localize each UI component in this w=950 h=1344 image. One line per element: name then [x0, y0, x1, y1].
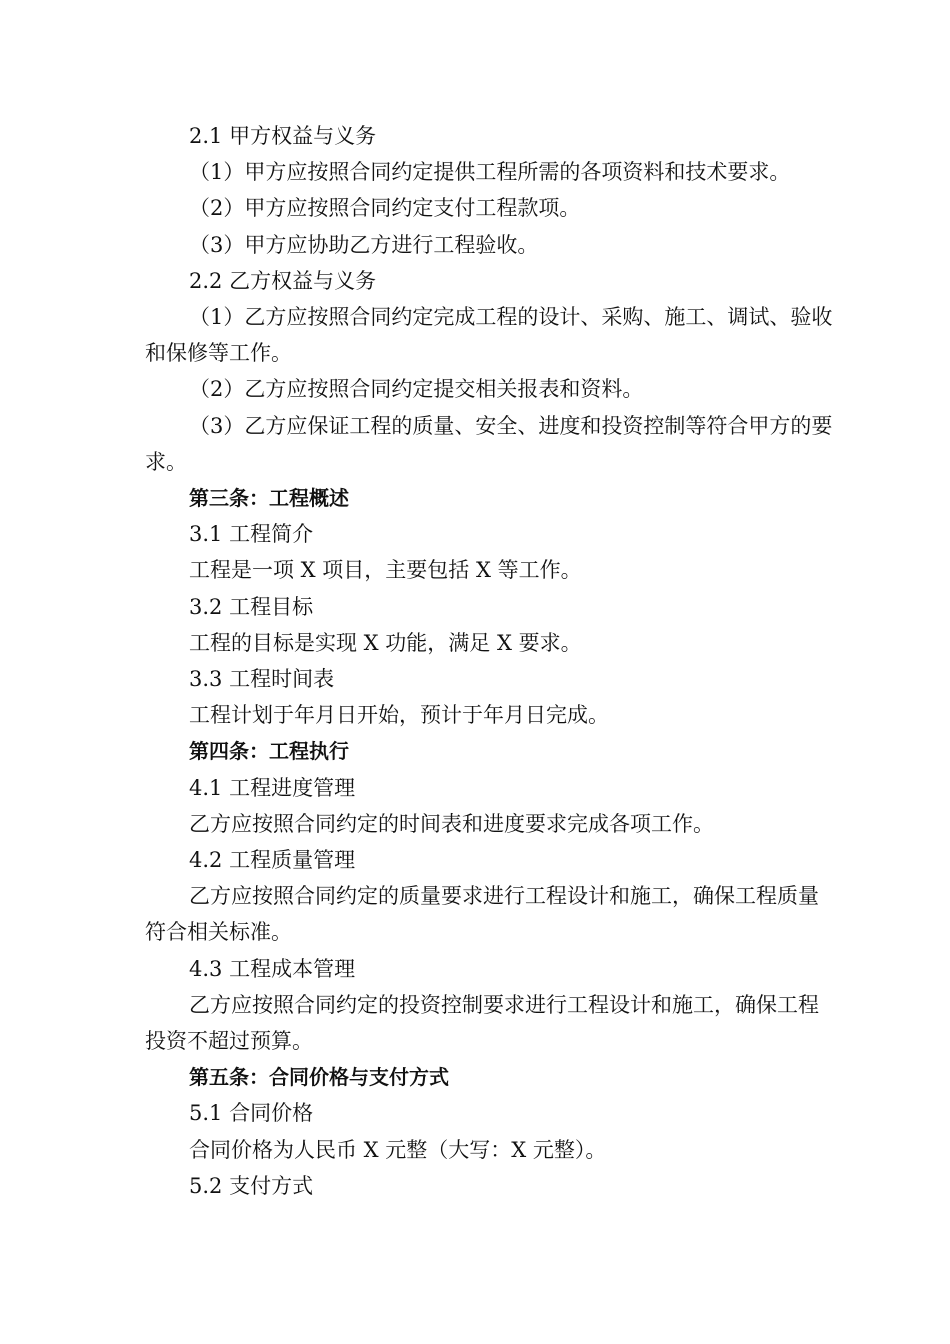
paragraph: 2.1 甲方权益与义务	[189, 124, 377, 148]
section-heading: 第五条：合同价格与支付方式	[189, 1065, 449, 1090]
document-body	[145, 118, 835, 1204]
paragraph: 3.3 工程时间表	[189, 667, 335, 692]
section-heading: 第三条：工程概述	[189, 486, 349, 511]
paragraph: 合同价格为人民币 X 元整（大写：X 元整）。	[189, 1137, 607, 1162]
paragraph: 工程的目标是实现 X 功能，满足 X 要求。	[189, 630, 582, 655]
paragraph: 乙方应按照合同约定的质量要求进行工程设计和施工，确保工程质量符合相关标准。	[145, 884, 819, 945]
paragraph: 乙方应按照合同约定的时间表和进度要求完成各项工作。	[189, 811, 714, 836]
paragraph: （3）甲方应协助乙方进行工程验收。	[189, 232, 539, 257]
paragraph: （1）甲方应按照合同约定提供工程所需的各项资料和技术要求。	[189, 160, 791, 185]
paragraph: 乙方应按照合同约定的投资控制要求进行工程设计和施工，确保工程投资不超过预算。	[145, 992, 819, 1054]
paragraph: 4.3 工程成本管理	[189, 956, 356, 981]
paragraph: （2）乙方应按照合同约定提交相关报表和资料。	[189, 377, 644, 402]
paragraph: 工程是一项 X 项目，主要包括 X 等工作。	[189, 558, 582, 583]
paragraph: 4.2 工程质量管理	[189, 848, 356, 873]
paragraph: 3.2 工程目标	[189, 594, 314, 619]
paragraph: 3.1 工程简介	[189, 522, 314, 547]
paragraph: （2）甲方应按照合同约定支付工程款项。	[189, 196, 581, 221]
section-heading: 第四条：工程执行	[189, 739, 349, 764]
paragraph: 4.1 工程进度管理	[189, 775, 356, 800]
paragraph: （1）乙方应按照合同约定完成工程的设计、采购、施工、调试、验收和保修等工作。	[145, 305, 833, 366]
paragraph: 5.2 支付方式	[189, 1173, 314, 1198]
paragraph: （3）乙方应保证工程的质量、安全、进度和投资控制等符合甲方的要求。	[145, 413, 833, 474]
paragraph: 工程计划于年月日开始，预计于年月日完成。	[189, 703, 609, 728]
paragraph: 5.1 合同价格	[189, 1101, 314, 1126]
paragraph: 2.2 乙方权益与义务	[189, 268, 377, 293]
